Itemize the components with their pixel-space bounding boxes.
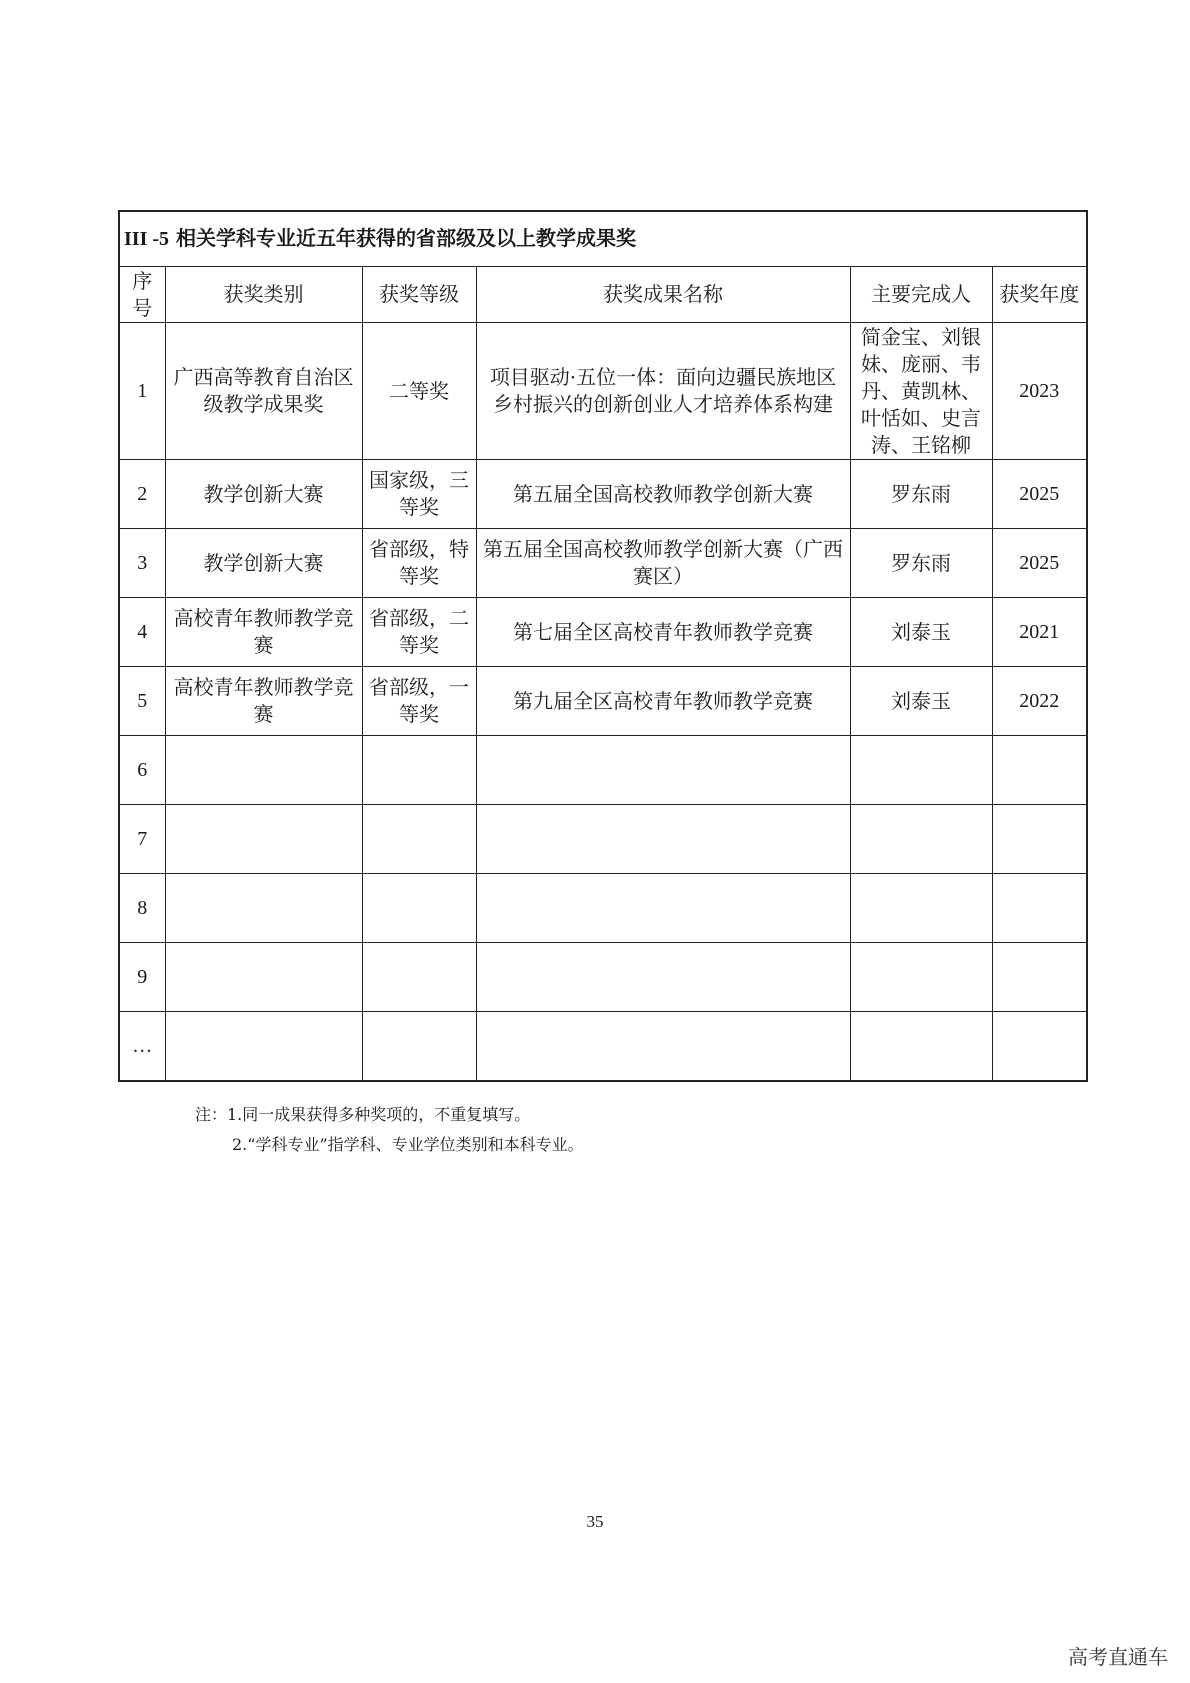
note-2: 2.“学科专业”指学科、专业学位类别和本科专业。 bbox=[232, 1135, 584, 1154]
cell-people: 刘泰玉 bbox=[850, 598, 992, 667]
cell-category: 教学创新大赛 bbox=[165, 460, 362, 529]
cell-year: 2023 bbox=[992, 323, 1087, 460]
cell-people bbox=[850, 874, 992, 943]
table-row bbox=[119, 943, 1087, 1012]
cell-category bbox=[165, 736, 362, 805]
cell-achievement bbox=[476, 943, 850, 1012]
cell-year bbox=[992, 805, 1087, 874]
cell-achievement: 项目驱动·五位一体：面向边疆民族地区乡村振兴的创新创业人才培养体系构建 bbox=[476, 323, 850, 460]
cell-seq: 9 bbox=[119, 943, 165, 1012]
table-row bbox=[119, 1012, 1087, 1082]
table-row bbox=[119, 667, 1087, 736]
teaching-awards-table bbox=[118, 210, 1088, 1082]
cell-seq: 3 bbox=[119, 529, 165, 598]
cell-people: 刘泰玉 bbox=[850, 667, 992, 736]
cell-year: 2021 bbox=[992, 598, 1087, 667]
cell-achievement: 第七届全区高校青年教师教学竞赛 bbox=[476, 598, 850, 667]
cell-grade: 国家级，三等奖 bbox=[362, 460, 476, 529]
table-row bbox=[119, 805, 1087, 874]
cell-seq: 2 bbox=[119, 460, 165, 529]
header-achievement: 获奖成果名称 bbox=[476, 267, 850, 323]
table-title bbox=[119, 211, 1087, 267]
table-row bbox=[119, 460, 1087, 529]
header-year: 获奖年度 bbox=[992, 267, 1087, 323]
cell-seq: 1 bbox=[119, 323, 165, 460]
cell-year bbox=[992, 874, 1087, 943]
cell-seq: 8 bbox=[119, 874, 165, 943]
awards-table-container bbox=[118, 210, 1086, 1082]
cell-category bbox=[165, 805, 362, 874]
table-title-code: III -5 bbox=[124, 228, 170, 250]
cell-category: 教学创新大赛 bbox=[165, 529, 362, 598]
cell-achievement: 第五届全国高校教师教学创新大赛（广西赛区） bbox=[476, 529, 850, 598]
cell-category: 广西高等教育自治区级教学成果奖 bbox=[165, 323, 362, 460]
cell-seq: 4 bbox=[119, 598, 165, 667]
page-number: 35 bbox=[586, 1512, 604, 1531]
table-header-row bbox=[119, 267, 1087, 323]
table-row bbox=[119, 874, 1087, 943]
cell-category: 高校青年教师教学竞赛 bbox=[165, 598, 362, 667]
table-title-text: 相关学科专业近五年获得的省部级及以上教学成果奖 bbox=[175, 226, 636, 250]
table-row bbox=[119, 736, 1087, 805]
watermark-text: 高考直通车 bbox=[1068, 1645, 1168, 1669]
cell-seq: 5 bbox=[119, 667, 165, 736]
cell-grade bbox=[362, 736, 476, 805]
table-notes bbox=[195, 1100, 584, 1160]
cell-year: 2022 bbox=[992, 667, 1087, 736]
cell-grade: 省部级，二等奖 bbox=[362, 598, 476, 667]
table-row bbox=[119, 529, 1087, 598]
cell-year bbox=[992, 1012, 1087, 1082]
note-1: 注：1.同一成果获得多种奖项的，不重复填写。 bbox=[195, 1105, 531, 1124]
header-people: 主要完成人 bbox=[850, 267, 992, 323]
cell-category: 高校青年教师教学竞赛 bbox=[165, 667, 362, 736]
cell-grade bbox=[362, 1012, 476, 1082]
header-seq: 序号 bbox=[119, 267, 165, 323]
cell-people: 简金宝、刘银妹、庞丽、韦丹、黄凯林、叶恬如、史言涛、王铭柳 bbox=[850, 323, 992, 460]
cell-seq: 6 bbox=[119, 736, 165, 805]
cell-people: 罗东雨 bbox=[850, 460, 992, 529]
header-category: 获奖类别 bbox=[165, 267, 362, 323]
cell-people: 罗东雨 bbox=[850, 529, 992, 598]
cell-grade: 省部级，一等奖 bbox=[362, 667, 476, 736]
cell-achievement: 第九届全区高校青年教师教学竞赛 bbox=[476, 667, 850, 736]
cell-grade: 二等奖 bbox=[362, 323, 476, 460]
cell-seq: … bbox=[119, 1012, 165, 1082]
cell-year: 2025 bbox=[992, 460, 1087, 529]
cell-people bbox=[850, 736, 992, 805]
cell-achievement: 第五届全国高校教师教学创新大赛 bbox=[476, 460, 850, 529]
cell-achievement bbox=[476, 874, 850, 943]
cell-year bbox=[992, 943, 1087, 1012]
cell-grade bbox=[362, 805, 476, 874]
cell-grade bbox=[362, 943, 476, 1012]
cell-achievement bbox=[476, 1012, 850, 1082]
cell-grade bbox=[362, 874, 476, 943]
cell-category bbox=[165, 943, 362, 1012]
cell-achievement bbox=[476, 805, 850, 874]
cell-achievement bbox=[476, 736, 850, 805]
cell-people bbox=[850, 943, 992, 1012]
header-grade: 获奖等级 bbox=[362, 267, 476, 323]
cell-year: 2025 bbox=[992, 529, 1087, 598]
cell-category bbox=[165, 874, 362, 943]
cell-seq: 7 bbox=[119, 805, 165, 874]
cell-category bbox=[165, 1012, 362, 1082]
cell-people bbox=[850, 805, 992, 874]
cell-people bbox=[850, 1012, 992, 1082]
table-row bbox=[119, 598, 1087, 667]
cell-year bbox=[992, 736, 1087, 805]
table-row bbox=[119, 323, 1087, 460]
cell-grade: 省部级，特等奖 bbox=[362, 529, 476, 598]
